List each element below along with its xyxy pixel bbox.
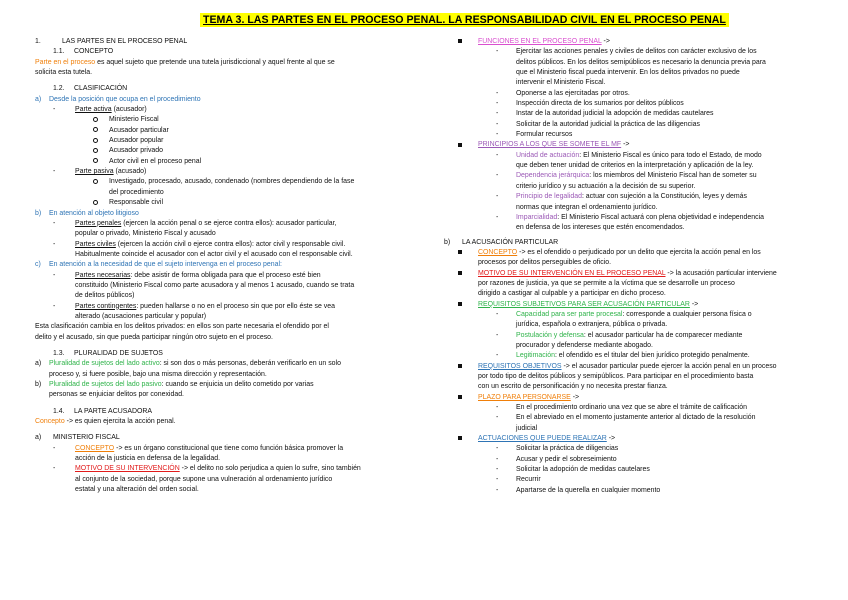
- section-1-3-heading: 1.3. PLURALIDAD DE SUJETOS: [53, 349, 163, 357]
- mf-concepto-cont: acción de la justicia en defensa de la legalidad.: [75, 455, 221, 463]
- ap-concepto-cont: procesos por delitos perseguibles de oficio.: [478, 259, 612, 267]
- parte-activa: - Parte activa (acusador): [53, 106, 147, 114]
- circle-bullet-icon: [93, 148, 98, 153]
- activa-item: Acusador particular: [35, 126, 433, 136]
- partes-civiles-cont: Habitualmente coincide el acusador con el actor civil y el acusado con el responsable civil.: [75, 250, 353, 258]
- pluralidad-activo: a) Pluralidad de sujetos del lado activo: si son dos o más personas, deberán verificarlo en un solo: [35, 360, 341, 368]
- section-1-1-heading: 1.1. CONCEPTO: [53, 48, 114, 56]
- partes-penales: - Partes penales (ejercen la acción penal o se ejerce contra ellos): acusador particular,: [53, 219, 337, 227]
- mf-motivo-cont: estatal y una alteración del orden social.: [75, 486, 199, 494]
- document-title: TEMA 3. LAS PARTES EN EL PROCESO PENAL. LA RESPONSABILIDAD CIVIL EN EL PROCESO PENAL: [200, 13, 729, 27]
- funcion-item: - Oponerse a las ejercitadas por otros.: [496, 89, 630, 97]
- square-bullet-icon: [458, 302, 462, 306]
- left-column: [35, 37, 433, 495]
- pasiva-item: Investigado, procesado, acusado, condenado (nombres dependiendo de la fase: [35, 177, 433, 187]
- funcion-item: - Inspección directa de los sumarios por delitos públicos: [496, 100, 684, 108]
- ap-requisitos-objetivos-cont: con un escrito de personificación y no necesita prestar fianza.: [478, 383, 668, 391]
- plazo-item: - En el procedimiento ordinario una vez que se abre el trámite de calificación: [496, 404, 747, 412]
- partes-penales-cont: popular o privado, Ministerio Fiscal y acusado: [75, 230, 216, 238]
- section-1-heading: 1. LAS PARTES EN EL PROCESO PENAL: [35, 38, 188, 45]
- square-bullet-icon: [458, 271, 462, 275]
- funcion-item: - Formular recursos: [496, 131, 573, 139]
- ministerio-fiscal-heading: a) MINISTERIO FISCAL: [35, 434, 120, 442]
- subjetivo-item-cont: procurador y defenderse mediante abogado.: [516, 341, 653, 349]
- ap-motivo-cont: dirigido a castigar al culpable y a participar en dicho proceso.: [478, 290, 666, 298]
- ap-requisitos-objetivos: REQUISITOS OBJETIVOS -> el acusador particular puede ejercer la acción penal en un proceso: [444, 362, 814, 372]
- activa-item: Ministerio Fiscal: [35, 115, 433, 125]
- class-b-heading: b) En atención al objeto litigioso: [35, 209, 139, 217]
- pasiva-item: Responsable civil: [35, 198, 433, 208]
- ap-motivo-cont: por razones de justicia, ya que se permite a la víctima que se desarrolle un proceso: [478, 279, 735, 287]
- actuacion-item: - Solicitar la adopción de medidas cautelares: [496, 466, 650, 474]
- partes-necesarias-cont: constituido (Ministerio Fiscal como parte acusadora y al menos 1 acusado, cuando se trata: [75, 281, 355, 289]
- principio-item-cont: que deben tener unidad de criterios en la interpretación y aplicación de la ley.: [516, 162, 754, 170]
- section-1-4-heading: 1.4. LA PARTE ACUSADORA: [53, 407, 153, 415]
- square-bullet-icon: [458, 436, 462, 440]
- subjetivo-item: - Postulación y defensa: el acusador particular ha de comparecer mediante: [496, 331, 743, 339]
- mf-motivo: - MOTIVO DE SU INTERVENCIÓN -> el delito no solo perjudica a quien lo sufre, sino también: [53, 465, 361, 473]
- pasiva-item-cont: del procedimiento: [109, 188, 164, 196]
- pluralidad-pasivo-cont: personas se enjuiciar delitos por conexidad.: [49, 391, 184, 399]
- class-a-heading: a) Desde la posición que ocupa en el procedimiento: [35, 95, 201, 103]
- funcion-item: - Solicitar de la autoridad judicial la práctica de las diligencias: [496, 120, 700, 128]
- plazo-item: - En el abreviado en el momento justamente anterior al dictado de la resolución: [496, 414, 756, 422]
- actuacion-item: - Solicitar la práctica de diligencias: [496, 445, 619, 453]
- pluralidad-activo-cont: proceso y, si fuere posible, bajo una misma dirección y representación.: [49, 370, 267, 378]
- class-c-heading: c) En atención a la necesidad de que el sujeto intervenga en el proceso penal:: [35, 261, 282, 269]
- principio-item-cont: criterio jurídico y su actuación a la decisión de su superior.: [516, 182, 696, 190]
- principio-item: - Principio de legalidad: actuar con sujeción a la Constitución, leyes y demás: [496, 193, 747, 201]
- funcion-item: - Ejercitar las acciones penales y civiles de delitos con carácter exclusivo de los: [496, 48, 757, 56]
- right-column: [444, 37, 814, 496]
- circle-bullet-icon: [93, 158, 98, 163]
- principio-item: - Imparcialidad: El Ministerio Fiscal actuará con plena objetividad e independencia: [496, 213, 764, 221]
- principio-item: - Unidad de actuación: El Ministerio Fiscal es único para todo el Estado, de modo: [496, 151, 762, 159]
- clasificacion-note-line2: delito y el acusado, sin que pueda participar ningún otro sujeto en el proceso.: [35, 333, 273, 341]
- subjetivo-item-cont: jurídica, española o extranjera, pública o privada.: [516, 321, 668, 329]
- partes-contingentes-cont: alterado (acusaciones particular y popular): [75, 312, 207, 320]
- ap-concepto: CONCEPTO -> es el ofendido o perjudicado por un delito que ejercita la acción penal en los: [444, 248, 814, 258]
- square-bullet-icon: [458, 395, 462, 399]
- partes-necesarias: - Partes necesarias: debe asistir de forma obligada para que el proceso esté bien: [53, 271, 321, 279]
- partes-necesarias-cont: de delitos públicos): [75, 292, 135, 300]
- ap-requisitos-objetivos-cont: por todo tipo de delitos públicos y semipúblicos. Para participar en el procedimiento basta: [478, 373, 754, 380]
- acusadora-concepto: Concepto -> es quien ejercita la acción penal.: [35, 418, 176, 426]
- ap-plazo: PLAZO PARA PERSONARSE ->: [444, 393, 814, 403]
- ap-motivo: MOTIVO DE SU INTERVENCIÓN EN EL PROCESO PENAL -> la acusación particular interviene: [444, 269, 814, 279]
- funcion-item-cont: delitos públicos. En los delitos semipúblicos es necesario la denuncia previa para: [516, 58, 766, 66]
- partes-contingentes: - Partes contingentes: pueden hallarse o no en el proceso sin que por ello éste se vea: [53, 302, 335, 310]
- principio-item-cont: normas que integran el ordenamiento jurídico.: [516, 203, 658, 211]
- actuacion-item: - Recurrir: [496, 476, 541, 484]
- ap-requisitos-subjetivos: REQUISITOS SUBJETIVOS PARA SER ACUSACIÓN PARTICULAR ->: [444, 300, 814, 310]
- funcion-item-cont: que el Ministerio fiscal pueda intervenir. En los delitos privados no puede: [516, 69, 740, 77]
- subjetivo-item: - Legitimación: el ofendido es el titular del bien jurídico protegido penalmente.: [496, 352, 750, 360]
- subjetivo-item: - Capacidad para ser parte procesal: corresponde a cualquier persona física o: [496, 310, 752, 318]
- activa-item: Acusador privado: [35, 146, 433, 156]
- mf-concepto: - CONCEPTO -> es un órgano constitucional que tiene como función básica promover la: [53, 444, 344, 452]
- funciones-heading: FUNCIONES EN EL PROCESO PENAL ->: [444, 37, 814, 47]
- circle-bullet-icon: [93, 179, 98, 184]
- concepto-paragraph: Parte en el proceso es aquel sujeto que pretende una tutela jurisdiccional y aquel frente al que se: [35, 58, 335, 66]
- activa-item: Actor civil en el proceso penal: [35, 157, 433, 167]
- circle-bullet-icon: [93, 200, 98, 205]
- plazo-item-cont: judicial: [516, 424, 538, 432]
- concepto-paragraph-line2: solicita esta tutela.: [35, 69, 93, 77]
- square-bullet-icon: [458, 39, 462, 43]
- principios-heading: PRINCIPIOS A LOS QUE SE SOMETE EL MF ->: [444, 140, 814, 150]
- clasificacion-note: Esta clasificación cambia en los delitos privados: en ellos son parte necesaria el ofendido por el: [35, 323, 329, 331]
- acusacion-particular-heading: b) LA ACUSACIÓN PARTICULAR: [444, 238, 559, 246]
- parte-pasiva: - Parte pasiva (acusado): [53, 168, 147, 176]
- principio-item-cont: en defensa de los intereses que estén encomendados.: [516, 224, 685, 232]
- partes-civiles: - Partes civiles (ejercen la acción civil o ejerce contra ellos): actor civil y responsable civil.: [53, 240, 346, 248]
- ap-actuaciones: ACTUACIONES QUE PUEDE REALIZAR ->: [444, 434, 814, 444]
- square-bullet-icon: [458, 364, 462, 368]
- principio-item: - Dependencia jerárquica: los miembros del Ministerio Fiscal han de someter su: [496, 172, 757, 180]
- actuacion-item: - Apartarse de la querella en cualquier momento: [496, 486, 661, 494]
- section-1-2-heading: 1.2. CLASIFICACIÓN: [53, 85, 128, 93]
- funcion-item: - Instar de la autoridad judicial la adopción de medidas cautelares: [496, 110, 714, 118]
- circle-bullet-icon: [93, 127, 98, 132]
- circle-bullet-icon: [93, 138, 98, 143]
- square-bullet-icon: [458, 143, 462, 147]
- activa-item: Acusador popular: [35, 136, 433, 146]
- pluralidad-pasivo: b) Pluralidad de sujetos del lado pasivo: cuando se enjuicia un delito cometido por varias: [35, 381, 314, 388]
- circle-bullet-icon: [93, 117, 98, 122]
- mf-motivo-cont: al conjunto de la sociedad, porque supone una vulneración al ordenamiento jurídico: [75, 475, 333, 483]
- square-bullet-icon: [458, 250, 462, 254]
- actuacion-item: - Acusar y pedir el sobreseimiento: [496, 455, 617, 463]
- funcion-item-cont: intervenir el Ministerio Fiscal.: [516, 79, 606, 87]
